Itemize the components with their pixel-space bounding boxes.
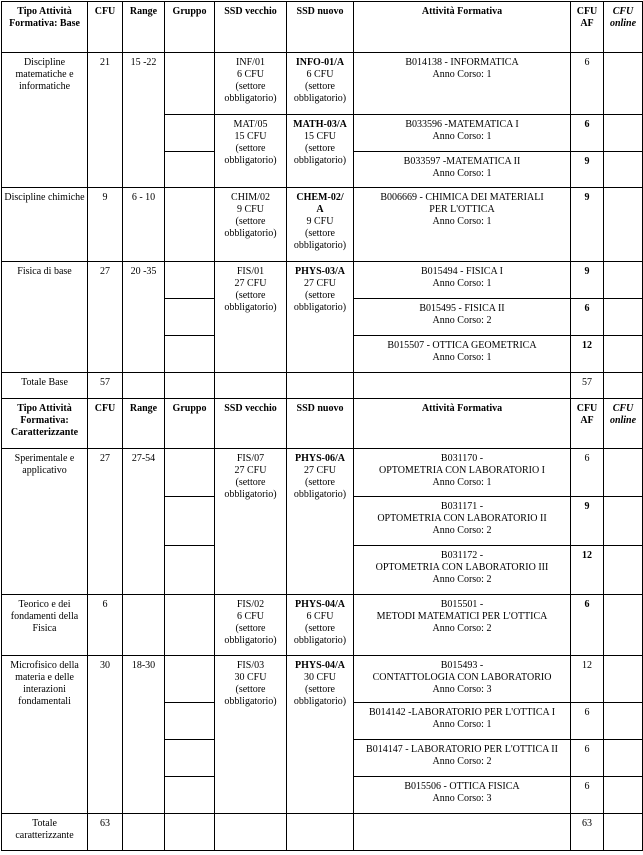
- range-cell: 27-54: [123, 449, 165, 595]
- gruppo-cell: [165, 546, 215, 595]
- col-attivita: Attività Formativa: [354, 399, 571, 449]
- cfu-af-cell: 6: [571, 115, 604, 152]
- table-row: [2, 595, 643, 656]
- cfu-af-cell: 12: [571, 336, 604, 373]
- total-row-base: [2, 373, 643, 399]
- table-row: [2, 656, 643, 703]
- gruppo-cell: [165, 449, 215, 497]
- ssd-new-detail: 9 CFU (settore obbligatorio): [293, 216, 347, 251]
- range-cell: 15 -22: [123, 53, 165, 188]
- cfu-cell: 6: [88, 595, 123, 656]
- cfu-online-cell: [604, 497, 643, 546]
- attivita-cell: B006669 - CHIMICA DEI MATERIALI PER L'OTTICA Anno Corso: 1: [354, 188, 571, 262]
- range-cell: 6 - 10: [123, 188, 165, 262]
- cfu-af-cell: 9: [571, 497, 604, 546]
- gruppo-cell: [165, 115, 215, 152]
- ssd-new-detail: 6 CFU (settore obbligatorio): [293, 69, 347, 104]
- cfu-online-cell: [604, 777, 643, 814]
- cfu-af-cell: 12: [571, 546, 604, 595]
- ssd-new-detail: 27 CFU (settore obbligatorio): [293, 465, 347, 500]
- attivita-cell: B014142 -LABORATORIO PER L'OTTICA I Anno Corso: 1: [354, 703, 571, 740]
- col-cfu-online: CFU online: [604, 2, 643, 53]
- col-ssd-nuovo: SSD nuovo: [287, 399, 354, 449]
- ssd-old-cell: INF/01 6 CFU (settore obbligatorio): [215, 53, 287, 115]
- ambito-cell: Teorico e dei fondamenti della Fisica: [2, 595, 88, 656]
- cfu-online-cell: [604, 262, 643, 299]
- cfu-online-cell: [604, 595, 643, 656]
- cfu-af-cell: 6: [571, 449, 604, 497]
- gruppo-cell: [165, 336, 215, 373]
- ssd-new-cell: [287, 53, 354, 115]
- cfu-af-cell: 6: [571, 299, 604, 336]
- total-cfu: 57: [88, 373, 123, 399]
- cfu-af-cell: 6: [571, 595, 604, 656]
- cfu-cell: 27: [88, 262, 123, 373]
- attivita-cell: B031170 - OPTOMETRIA CON LABORATORIO I Anno Corso: 1: [354, 449, 571, 497]
- cfu-af-cell: 6: [571, 777, 604, 814]
- ssd-new-code: MATH-03/A: [293, 119, 347, 130]
- ssd-old-cell: FIS/02 6 CFU (settore obbligatorio): [215, 595, 287, 656]
- attivita-cell: B015495 - FISICA II Anno Corso: 2: [354, 299, 571, 336]
- range-cell: [123, 595, 165, 656]
- ssd-old-cell: MAT/05 15 CFU (settore obbligatorio): [215, 115, 287, 188]
- ssd-new-code: PHYS-04/A: [295, 599, 345, 610]
- gruppo-cell: [165, 595, 215, 656]
- cfu-cell: 9: [88, 188, 123, 262]
- cfu-online-cell: [604, 336, 643, 373]
- col-cfu-online: CFU online: [604, 399, 643, 449]
- gruppo-cell: [165, 703, 215, 740]
- col-gruppo: Gruppo: [165, 2, 215, 53]
- cfu-af-cell: 6: [571, 53, 604, 115]
- gruppo-cell: [165, 656, 215, 703]
- col-cfu-af: CFU AF: [571, 399, 604, 449]
- col-cfu: CFU: [88, 2, 123, 53]
- col-tipo-base: Tipo Attività Formativa: Base: [2, 2, 88, 53]
- cfu-online-cell: [604, 152, 643, 188]
- attivita-cell: B015493 - CONTATTOLOGIA CON LABORATORIO Anno Corso: 3: [354, 656, 571, 703]
- ambito-cell: Microfisico della materia e delle interazioni fondamentali: [2, 656, 88, 814]
- attivita-cell: B015506 - OTTICA FISICA Anno Corso: 3: [354, 777, 571, 814]
- ssd-new-cell: [287, 656, 354, 814]
- col-gruppo: Gruppo: [165, 399, 215, 449]
- total-cfu: 63: [88, 814, 123, 851]
- cfu-online-cell: [604, 703, 643, 740]
- attivita-cell: B033597 -MATEMATICA II Anno Corso: 1: [354, 152, 571, 188]
- total-cfu-af: 57: [571, 373, 604, 399]
- ssd-old-cell: FIS/01 27 CFU (settore obbligatorio): [215, 262, 287, 373]
- ssd-new-detail: 27 CFU (settore obbligatorio): [293, 278, 347, 313]
- ssd-old-cell: FIS/03 30 CFU (settore obbligatorio): [215, 656, 287, 814]
- cfu-online-cell: [604, 449, 643, 497]
- cfu-online-cell: [604, 53, 643, 115]
- cfu-af-cell: 6: [571, 703, 604, 740]
- ssd-new-cell: [287, 262, 354, 373]
- ssd-old-cell: CHIM/02 9 CFU (settore obbligatorio): [215, 188, 287, 262]
- table-row: [2, 188, 643, 262]
- ssd-new-detail: 15 CFU (settore obbligatorio): [293, 131, 347, 166]
- cfu-cell: 27: [88, 449, 123, 595]
- attivita-cell: B033596 -MATEMATICA I Anno Corso: 1: [354, 115, 571, 152]
- attivita-cell: B015494 - FISICA I Anno Corso: 1: [354, 262, 571, 299]
- ssd-new-code: PHYS-03/A: [295, 266, 345, 277]
- col-cfu: CFU: [88, 399, 123, 449]
- col-ssd-vecchio: SSD vecchio: [215, 399, 287, 449]
- ssd-new-code: CHEM-02/ A: [296, 192, 344, 215]
- cfu-cell: 21: [88, 53, 123, 188]
- col-ssd-nuovo: SSD nuovo: [287, 2, 354, 53]
- ssd-new-cell: [287, 449, 354, 595]
- ssd-new-detail: 30 CFU (settore obbligatorio): [293, 672, 347, 707]
- total-cfu-af: 63: [571, 814, 604, 851]
- attivita-cell: B031172 - OPTOMETRIA CON LABORATORIO III Anno Corso: 2: [354, 546, 571, 595]
- range-cell: 18-30: [123, 656, 165, 814]
- total-label: Totale caratterizzante: [2, 814, 88, 851]
- gruppo-cell: [165, 299, 215, 336]
- attivita-cell: B014147 - LABORATORIO PER L'OTTICA II Anno Corso: 2: [354, 740, 571, 777]
- ambito-cell: Sperimentale e applicativo: [2, 449, 88, 595]
- cfu-online-cell: [604, 546, 643, 595]
- ambito-cell: Discipline chimiche: [2, 188, 88, 262]
- range-cell: 20 -35: [123, 262, 165, 373]
- cfu-cell: 30: [88, 656, 123, 814]
- gruppo-cell: [165, 497, 215, 546]
- cfu-online-cell: [604, 656, 643, 703]
- gruppo-cell: [165, 53, 215, 115]
- col-ssd-vecchio: SSD vecchio: [215, 2, 287, 53]
- ssd-new-cell: [287, 115, 354, 188]
- attivita-cell: B014138 - INFORMATICA Anno Corso: 1: [354, 53, 571, 115]
- header-row-caratterizzante: [2, 399, 643, 449]
- attivita-cell: B015501 - METODI MATEMATICI PER L'OTTICA Anno Corso: 2: [354, 595, 571, 656]
- cfu-online-cell: [604, 299, 643, 336]
- cfu-af-cell: 9: [571, 262, 604, 299]
- curriculum-table: [1, 1, 643, 851]
- ssd-new-cell: [287, 188, 354, 262]
- table-row: [2, 53, 643, 115]
- attivita-cell: B015507 - OTTICA GEOMETRICA Anno Corso: 1: [354, 336, 571, 373]
- total-label: Totale Base: [2, 373, 88, 399]
- gruppo-cell: [165, 740, 215, 777]
- gruppo-cell: [165, 152, 215, 188]
- cfu-af-cell: 12: [571, 656, 604, 703]
- ssd-new-code: INFO-01/A: [295, 57, 345, 68]
- ssd-new-cell: [287, 595, 354, 656]
- table-row: [2, 262, 643, 299]
- gruppo-cell: [165, 262, 215, 299]
- col-range: Range: [123, 399, 165, 449]
- ambito-cell: Discipline matematiche e informatiche: [2, 53, 88, 188]
- ssd-new-code: PHYS-06/A: [295, 453, 345, 464]
- cfu-af-cell: 9: [571, 188, 604, 262]
- cfu-af-cell: 6: [571, 740, 604, 777]
- col-cfu-af: CFU AF: [571, 2, 604, 53]
- ssd-old-cell: FIS/07 27 CFU (settore obbligatorio): [215, 449, 287, 595]
- table-row: [2, 449, 643, 497]
- col-attivita: Attività Formativa: [354, 2, 571, 53]
- cfu-online-cell: [604, 740, 643, 777]
- gruppo-cell: [165, 777, 215, 814]
- col-range: Range: [123, 2, 165, 53]
- col-tipo-caratterizzante: Tipo Attività Formativa: Caratterizzante: [2, 399, 88, 449]
- header-row-base: [2, 2, 643, 53]
- ambito-cell: Fisica di base: [2, 262, 88, 373]
- cfu-af-cell: 9: [571, 152, 604, 188]
- gruppo-cell: [165, 188, 215, 262]
- total-row-caratterizzante: [2, 814, 643, 851]
- ssd-new-detail: 6 CFU (settore obbligatorio): [293, 611, 347, 646]
- cfu-online-cell: [604, 115, 643, 152]
- cfu-online-cell: [604, 188, 643, 262]
- ssd-new-code: PHYS-04/A: [295, 660, 345, 671]
- attivita-cell: B031171 - OPTOMETRIA CON LABORATORIO II Anno Corso: 2: [354, 497, 571, 546]
